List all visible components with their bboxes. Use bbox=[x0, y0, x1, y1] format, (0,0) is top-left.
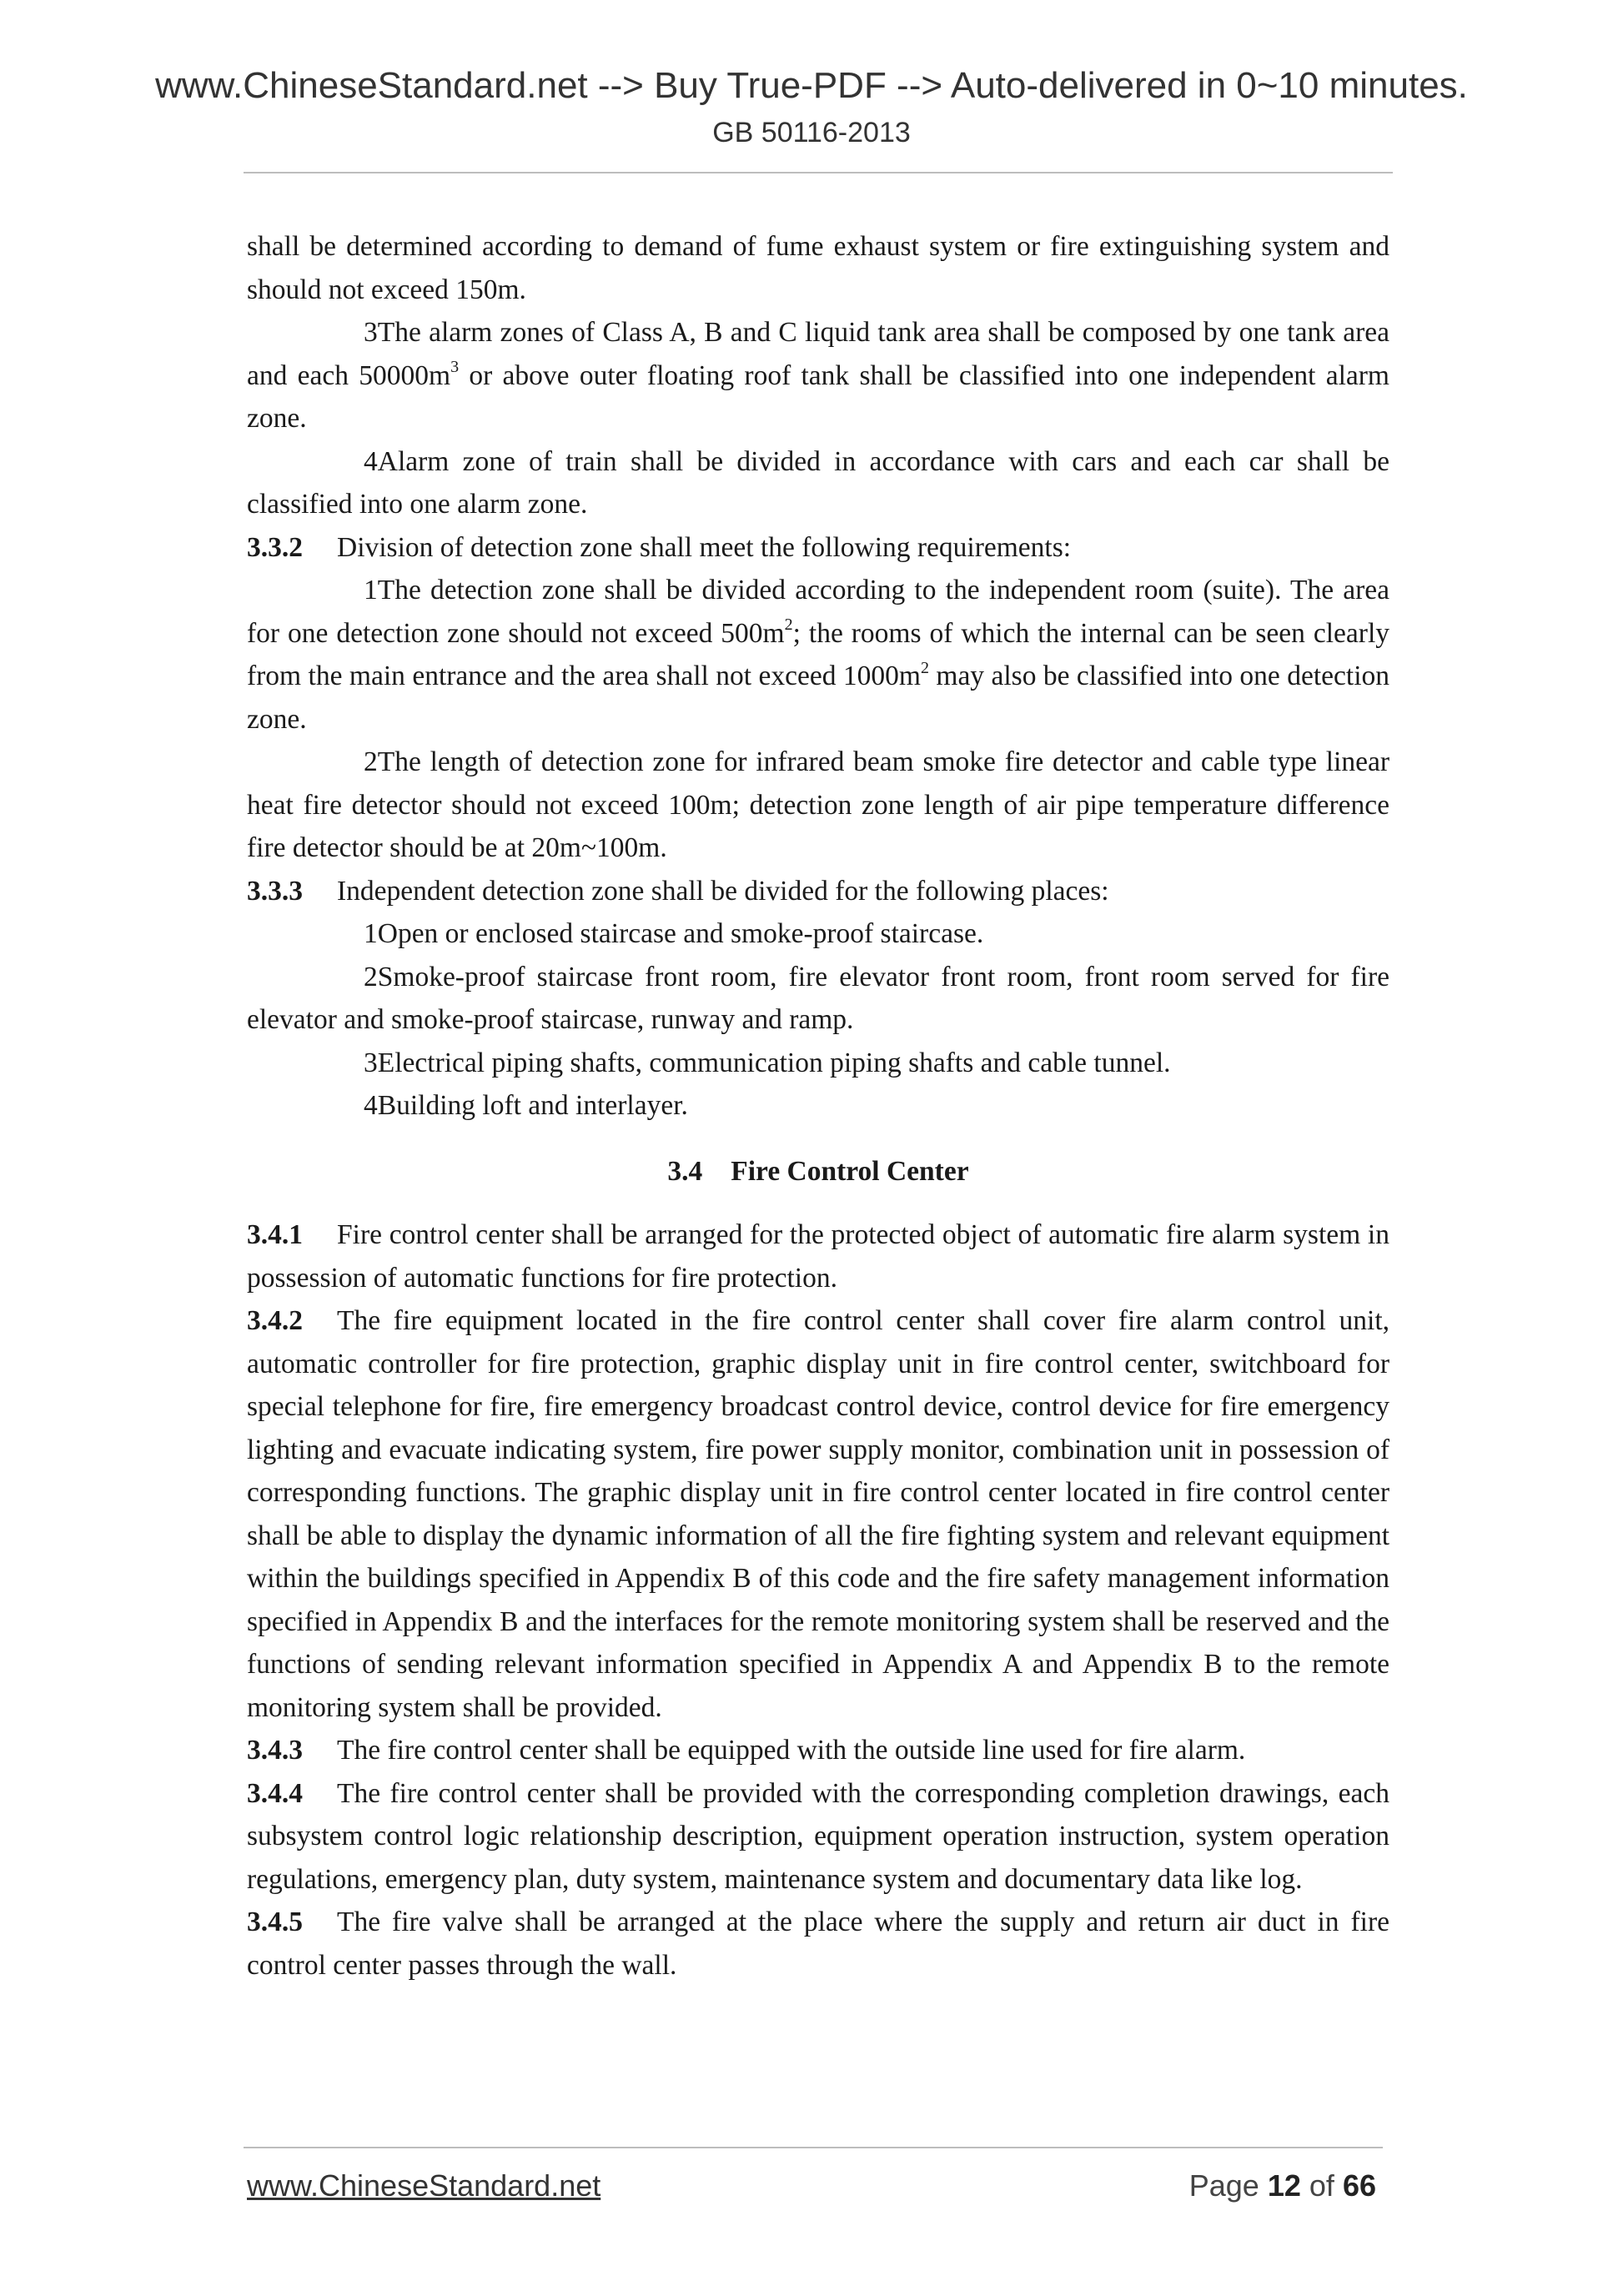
clause-number: 3.3.2 bbox=[247, 531, 303, 563]
clause-text: Independent detection zone shall be divided for the following places: bbox=[337, 875, 1109, 907]
page-number: 12 bbox=[1267, 2168, 1301, 2203]
list-item bbox=[247, 569, 1389, 741]
clause-number: 3.4.3 bbox=[247, 1735, 303, 1766]
superscript: 2 bbox=[784, 615, 793, 635]
paragraph-text: shall be determined according to demand of fume exhaust system or fire extinguishing system and should not exceed 150m. bbox=[247, 231, 1389, 305]
item-text: The length of detection zone for infrared beam smoke fire detector and cable type linear heat fire detector should not exceed 100m; detection zone length of air pipe temperature difference fire detector should be at 20m~100m. bbox=[247, 746, 1389, 863]
item-number: 1 bbox=[364, 918, 378, 949]
item-number: 3 bbox=[364, 317, 378, 348]
list-item bbox=[247, 440, 1389, 526]
item-text: Smoke-proof staircase front room, fire elevator front room, front room served for fire elevator and smoke-proof staircase, runway and ramp. bbox=[247, 961, 1389, 1035]
footer-link[interactable]: www.ChineseStandard.net bbox=[247, 2168, 601, 2203]
clause-text: The fire equipment located in the fire control center shall cover fire alarm control unit, automatic controller for fire protection, graphic display unit in fire control center, switchboard for special telephone for fire, fire emergency broadcast control device, control device for fire emergency lighting and evacuate indicating system, fire power supply monitor, combination unit in possession of corresponding functions. The graphic display unit in fire control center located in fire control center shall be able to display the dynamic information of all the fire fighting system and relevant equipment within the buildings specified in Appendix B of this code and the fire safety management information specified in Appendix B and the interfaces for the remote monitoring system shall be reserved and the functions of sending relevant information specified in Appendix A and Appendix B to the remote monitoring system shall be provided. bbox=[247, 1305, 1389, 1723]
clause-number: 3.4.1 bbox=[247, 1219, 303, 1250]
header-divider bbox=[244, 172, 1393, 173]
superscript: 2 bbox=[920, 658, 929, 677]
clause-text: Division of detection zone shall meet the following requirements: bbox=[337, 531, 1072, 563]
clause-text: The fire control center shall be equipped with the outside line used for fire alarm. bbox=[337, 1735, 1246, 1766]
item-text: The detection zone shall be divided according to the independent room (suite). The area for one detection zone should not exceed 500m bbox=[247, 575, 1389, 649]
clause-text: The fire control center shall be provided with the corresponding completion drawings, each subsystem control logic relationship description, equipment operation instruction, system operation regulations, emergency plan, duty system, maintenance system and documentary data like log. bbox=[247, 1777, 1389, 1895]
page-word: Page bbox=[1188, 2168, 1259, 2203]
of-word: of bbox=[1309, 2168, 1334, 2203]
page-indicator bbox=[1189, 2168, 1376, 2203]
clause-3-4-5 bbox=[247, 1901, 1389, 1987]
list-item bbox=[247, 1084, 1389, 1128]
document-body bbox=[247, 225, 1389, 1987]
clause-3-3-3 bbox=[247, 870, 1389, 913]
clause-number: 3.3.3 bbox=[247, 875, 303, 907]
clause-number: 3.4.4 bbox=[247, 1777, 303, 1809]
section-heading bbox=[247, 1150, 1389, 1193]
section-title: Fire Control Center bbox=[731, 1155, 969, 1187]
clause-3-4-4 bbox=[247, 1772, 1389, 1902]
item-number: 1 bbox=[364, 575, 378, 605]
item-text: Alarm zone of train shall be divided in accordance with cars and each car shall be classified into one alarm zone. bbox=[247, 445, 1389, 520]
clause-number: 3.4.2 bbox=[247, 1305, 303, 1336]
item-number: 3 bbox=[364, 1047, 378, 1078]
item-text: or above outer floating roof tank shall be classified into one independent alarm zone. bbox=[247, 359, 1389, 434]
page-total: 66 bbox=[1342, 2168, 1376, 2203]
clause-3-4-3 bbox=[247, 1729, 1389, 1772]
paragraph-continuation bbox=[247, 225, 1389, 311]
header-banner[interactable]: www.ChineseStandard.net --> Buy True-PDF --> Auto-delivered in 0~10 minutes. bbox=[155, 65, 1468, 106]
item-number: 2 bbox=[364, 746, 378, 777]
superscript: 3 bbox=[450, 358, 460, 377]
clause-3-3-2 bbox=[247, 526, 1389, 570]
item-text: Open or enclosed staircase and smoke-proof staircase. bbox=[377, 918, 984, 949]
list-item bbox=[247, 912, 1389, 956]
item-number: 4 bbox=[364, 1090, 378, 1121]
item-text: ; the rooms of which the internal can be seen clearly from the main entrance and the area shall not exceed 1000m bbox=[247, 617, 1389, 691]
item-number: 4 bbox=[364, 445, 378, 477]
clause-text: The fire valve shall be arranged at the place where the supply and return air duct in fire control center passes through the wall. bbox=[247, 1907, 1389, 1981]
footer-divider bbox=[244, 2147, 1383, 2148]
clause-3-4-1 bbox=[247, 1213, 1389, 1299]
list-item bbox=[247, 956, 1389, 1042]
item-text: The alarm zones of Class A, B and C liquid tank area shall be composed by one tank area and each 50000m bbox=[247, 317, 1389, 391]
section-number: 3.4 bbox=[667, 1155, 703, 1187]
list-item bbox=[247, 741, 1389, 870]
item-text: Electrical piping shafts, communication piping shafts and cable tunnel. bbox=[377, 1047, 1171, 1078]
item-text: Building loft and interlayer. bbox=[377, 1090, 688, 1121]
clause-number: 3.4.5 bbox=[247, 1907, 303, 1937]
item-text: may also be classified into one detection zone. bbox=[247, 661, 1389, 735]
clause-text: Fire control center shall be arranged for the protected object of automatic fire alarm system in possession of automatic functions for fire protection. bbox=[247, 1219, 1389, 1294]
list-item bbox=[247, 311, 1389, 440]
clause-3-4-2 bbox=[247, 1299, 1389, 1729]
item-number: 2 bbox=[364, 961, 378, 992]
list-item bbox=[247, 1042, 1389, 1085]
standard-code: GB 50116-2013 bbox=[712, 117, 911, 148]
